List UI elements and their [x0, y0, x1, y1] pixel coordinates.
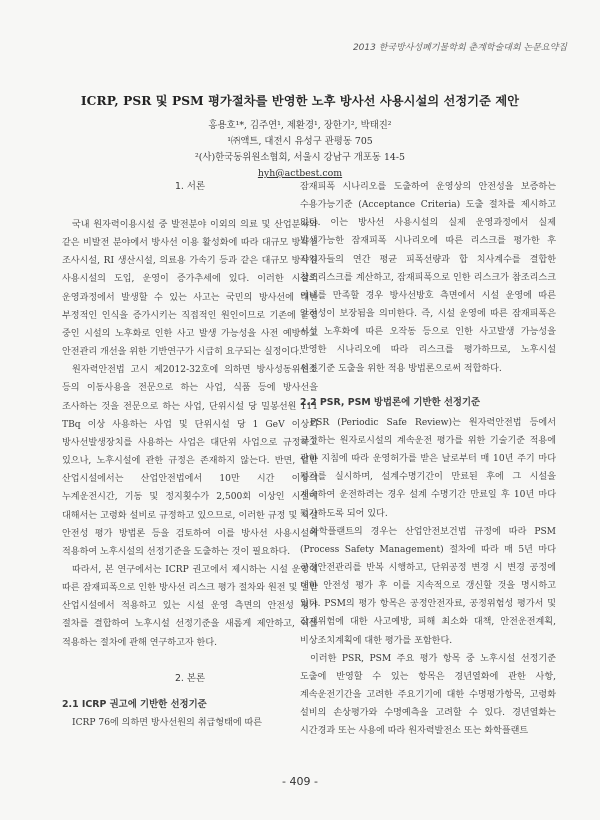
psr-paragraph: PSR (Periodic Safe Review)는 원자력안전법 등에서 규정하는 원자로시설의 계속운전 평가를 위한 기술기준 적용에 관한 지침에 따라 운영허가를 받은 날로부터 매 10년 주기 마다 평가를 실시하며, 설계수명기간이 만료된 후에 그 시설을 계속하여 운전하려는 경우 설계 수명기간 만료일 후 10년 마다 평가하도록 되어 있다.	[300, 417, 556, 519]
intro-paragraph-3: 따라서, 본 연구에서는 ICRP 권고에서 제시하는 시설 운영에 따른 잠재피폭으로 인한 방사선 리스크 평가 절차와 원전 및 일반 산업시설에서 적용하고 있는 시설 운영 측면의 안전성 평가 절차를 결합하여 노후시설 선정기준을 새롭게 제안하고, 이를 적용하는 절차에 관해 연구하고자 한다.	[62, 564, 318, 648]
criteria-paragraph: 이러한 PSR, PSM 주요 평가 항목 중 노후시설 선정기준 도출에 반영할 수 있는 항목은 경년열화에 관한 사항, 계속운전기간을 고려한 주요기기에 대한 수명평가항목, 고령화 설비의 손상평가와 수명예측을 고려할 수 있다. 경년열화는 시간경과 또는 사용에 따라 원자력발전소 또는 화학플랜트	[300, 653, 556, 737]
affiliation-2: ²(사)한국동위원소협회, 서울시 강남구 개포동 14-5	[194, 152, 406, 163]
intro-paragraph-1: 국내 원자력이용시설 중 발전분야 이외의 의료 및 산업분야와 같은 비발전 분야에서 방사선 이용 활성화에 따라 대규모 방사선 조사시설, RI 생산시설, 의료용 가속기 등과 같은 대규모 방사선 사용시설의 도입, 운영이 증가추세에 있다. 이러한 시설의 운영과정에서 발생할 수 있는 사고는 국민의 방사선에 대한 부정적인 인식을 증가시키는 직접적인 원인이므로 기존에 운영 중인 시설의 노후화로 인한 사고 발생 가능성을 사전 예방하고 안전관리 개선을 위한 기반연구가 시급히 요구되는 실정이다.	[62, 220, 318, 358]
author-list: 홍용호¹*, 김주연¹, 제환경¹, 장한기², 박태진²	[208, 120, 392, 131]
page-number: - 409 -	[282, 775, 318, 788]
left-column	[62, 178, 318, 732]
psm-paragraph: 화학플랜트의 경우는 산업안전보건법 규정에 따라 PSM (Process Safety Management) 절차에 따라 매 5년 마다 공정안전관리를 반복 시행하고, 단위공정 변경 시 변경 공정에 대한 안전성 평가 후 이를 지속적으로 갱신할 것을 명시하고 있다. PSM의 평가 항목은 공정안전자료, 공정위험성 평가서 및 잠재위험에 대한 사고예방, 피해 최소화 대책, 안전운전계획, 비상조치계획에 대한 평가를 포함한다.	[300, 526, 556, 646]
paper-title: ICRP, PSR 및 PSM 평가절차를 반영한 노후 방사선 사용시설의 선정기준 제안	[80, 94, 520, 108]
subsection-2-1-heading: 2.1 ICRP 권고에 기반한 선정기준	[62, 698, 207, 710]
right-column	[300, 178, 556, 741]
section-1-heading: 1. 서론	[174, 181, 206, 192]
section-2-heading: 2. 본론	[174, 672, 206, 684]
author-email: hyh@actbest.com	[257, 168, 343, 179]
affiliation-1: ¹㈜액트, 대전시 유성구 관평동 705	[227, 136, 373, 147]
icrp-paragraph-continued: 잠재피폭 시나리오를 도출하여 운영상의 안전성을 보증하는 수용가능기준 (Acceptance Criteria) 도출 절차를 제시하고 있다. 이는 방사선 사용시설의 실제 운영과정에서 실제 발생가능한 잠재피폭 시나리오에 따른 리스크를 평가한 후 작업자들의 연간 평균 피폭선량과 합 치사계수를 결합한 참조리스크를 계산하고, 잠재피폭으로 인한 리스크가 참조리스크 이내를 만족할 경우 방사선방호 측면에서 시설 운영에 따른 안전성이 보장됨을 의미한다. 즉, 시설 운영에 따른 잠재피폭은 시설 노후화에 따른 오작동 등으로 인한 사고발생 가능성을 반영한 시나리오에 따라 리스크를 평가하므로, 노후시설 선정기준 도출을 위한 적용 방법론으로써 적합하다.	[300, 182, 556, 374]
author-block	[0, 118, 600, 182]
intro-paragraph-2: 원자력안전법 고시 제2012-32호에 의하면 방사성동위원소 등의 이동사용을 전문으로 하는 사업, 식품 등에 방사선을 조사하는 것을 전문으로 하는 사업, 단위시설 당 밀봉선원 111 TBq 이상 사용하는 사업 및 단위시설 당 1 GeV 이상의 방사선발생장치를 사용하는 사업은 대단위 사업으로 규정하고 있으나, 노후시설에 관한 규정은 존재하지 않는다. 반면, 일반 산업시설에서는 산업안전법에서 10만 시간 이상의 누계운전시간, 기동 및 정지횟수가 2,500회 이상인 시설에 대해서는 고령화 설비로 규정하고 있으므로, 이러한 규정 및 시설 안전성 평가 방법론 등을 검토하여 이를 방사선 사용시설에 적용하여 노후시설의 선정기준을 도출하는 것이 필요하다.	[62, 365, 318, 557]
subsection-2-2-heading: 2.2 PSR, PSM 방법론에 기반한 선정기준	[300, 396, 481, 408]
running-header: 2013 한국방사성폐기물학회 춘계학술대회 논문요약집	[352, 43, 567, 53]
icrp-paragraph: ICRP 76에 의하면 방사선원의 취급형태에 따른	[72, 717, 263, 728]
